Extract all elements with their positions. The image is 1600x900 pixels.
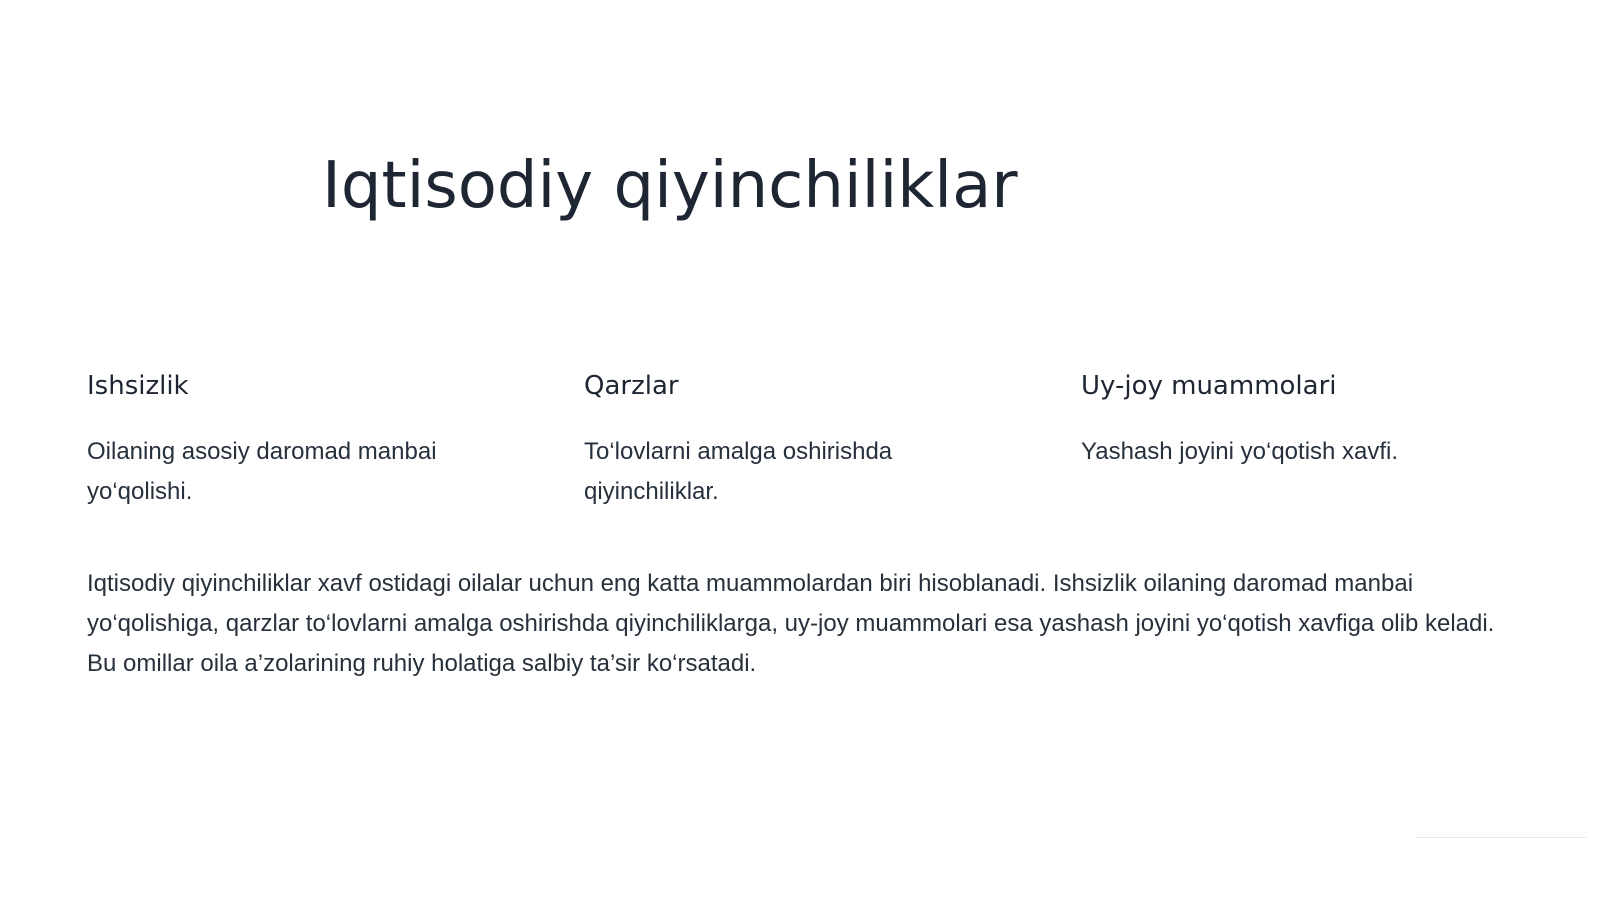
summary-paragraph: Iqtisodiy qiyinchiliklar xavf ostidagi oilalar uchun eng katta muammolardan biri hisoblanadi. Ishsizlik oilaning daromad manbai yo‘qolishiga, qarzlar to‘lovlarni amalga oshirishda qiyinchiliklarga, uy-joy muammolari esa yashash joyini yo‘qotish xavfiga olib keladi. Bu omillar oila a’zolarining ruhiy holatiga salbiy ta’sir ko‘rsatadi. bbox=[87, 570, 1495, 677]
topic-heading: Uy-joy muammolari bbox=[1081, 371, 1337, 401]
topic-heading: Ishsizlik bbox=[87, 371, 189, 401]
topic-heading: Qarzlar bbox=[584, 371, 679, 401]
topic-column-housing bbox=[1081, 368, 1521, 472]
topic-column-unemployment bbox=[87, 368, 527, 512]
topic-column-debts bbox=[584, 368, 1024, 512]
topic-description: Oilaning asosiy daromad manbai yo‘qolishi. bbox=[87, 438, 437, 505]
topic-columns bbox=[87, 368, 1527, 518]
corner-divider bbox=[1416, 837, 1586, 838]
slide-title: Iqtisodiy qiyinchiliklar bbox=[322, 149, 1018, 223]
topic-description: Yashash joyini yo‘qotish xavfi. bbox=[1081, 438, 1399, 465]
topic-description: To‘lovlarni amalga oshirishda qiyinchiliklar. bbox=[584, 438, 893, 505]
